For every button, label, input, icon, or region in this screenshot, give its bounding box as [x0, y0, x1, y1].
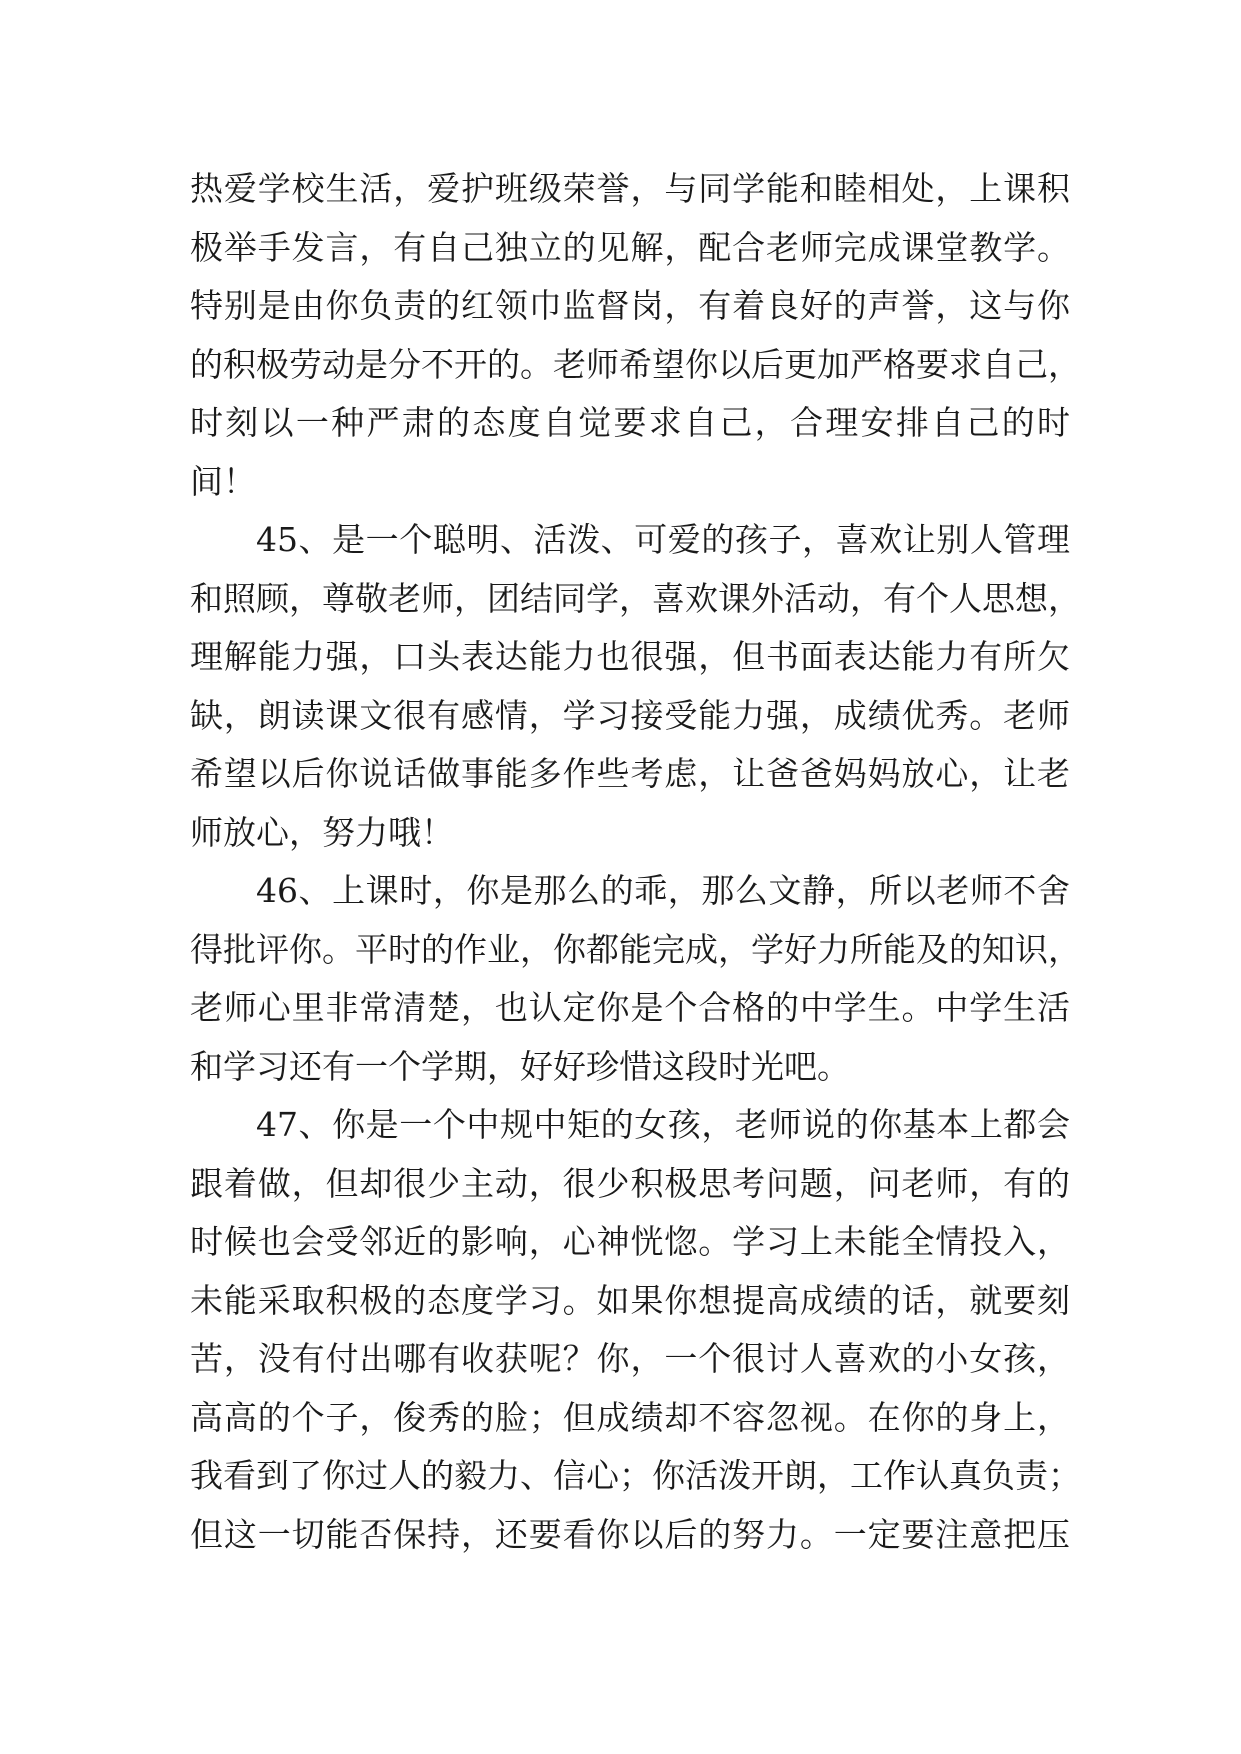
text-line: 的积极劳动是分不开的。老师希望你以后更加严格要求自己， [190, 344, 1081, 384]
text-line: 但这一切能否保持，还要看你以后的努力。一定要注意把压 [190, 1514, 1070, 1554]
text-line: 时刻以一种严肃的态度自觉要求自己，合理安排自己的时 [190, 403, 1070, 442]
document-body [190, 160, 1081, 1564]
text-line: 理解能力强，口头表达能力也很强，但书面表达能力有所欠 [190, 637, 1070, 676]
text-line: 47、你是一个中规中矩的女孩，老师说的你基本上都会 [256, 1105, 1070, 1144]
text-line: 希望以后你说话做事能多作些考虑，让爸爸妈妈放心，让老 [190, 754, 1070, 793]
text-line: 和照顾，尊敬老师，团结同学，喜欢课外活动，有个人思想， [190, 578, 1081, 618]
text-line: 苦，没有付出哪有收获呢？你，一个很讨人喜欢的小女孩， [190, 1339, 1070, 1378]
text-line: 间！ [190, 461, 256, 501]
text-line: 未能采取积极的态度学习。如果你想提高成绩的话，就要刻 [190, 1280, 1070, 1320]
text-line: 46、上课时，你是那么的乖，那么文静，所以老师不舍 [256, 871, 1070, 910]
text-line: 和学习还有一个学期，好好珍惜这段时光吧。 [190, 1046, 850, 1086]
text-line: 缺，朗读课文很有感情，学习接受能力强，成绩优秀。老师 [190, 695, 1070, 735]
text-line: 时候也会受邻近的影响，心神恍惚。学习上未能全情投入， [190, 1222, 1070, 1261]
text-line: 极举手发言，有自己独立的见解，配合老师完成课堂教学。 [190, 227, 1070, 267]
text-line: 老师心里非常清楚，也认定你是个合格的中学生。中学生活 [190, 988, 1070, 1027]
text-line: 师放心，努力哦！ [190, 812, 454, 852]
text-line: 跟着做，但却很少主动，很少积极思考问题，问老师，有的 [190, 1163, 1070, 1203]
text-line: 我看到了你过人的毅力、信心；你活泼开朗，工作认真负责； [190, 1456, 1081, 1495]
text-line: 得批评你。平时的作业，你都能完成，学好力所能及的知识， [190, 929, 1081, 969]
text-line: 热爱学校生活，爱护班级荣誉，与同学能和睦相处，上课积 [190, 169, 1070, 208]
text-line: 高高的个子，俊秀的脸；但成绩却不容忽视。在你的身上， [190, 1397, 1070, 1437]
text-line: 特别是由你负责的红领巾监督岗，有着良好的声誉，这与你 [190, 286, 1070, 325]
text-line: 45、是一个聪明、活泼、可爱的孩子，喜欢让别人管理 [256, 520, 1070, 559]
